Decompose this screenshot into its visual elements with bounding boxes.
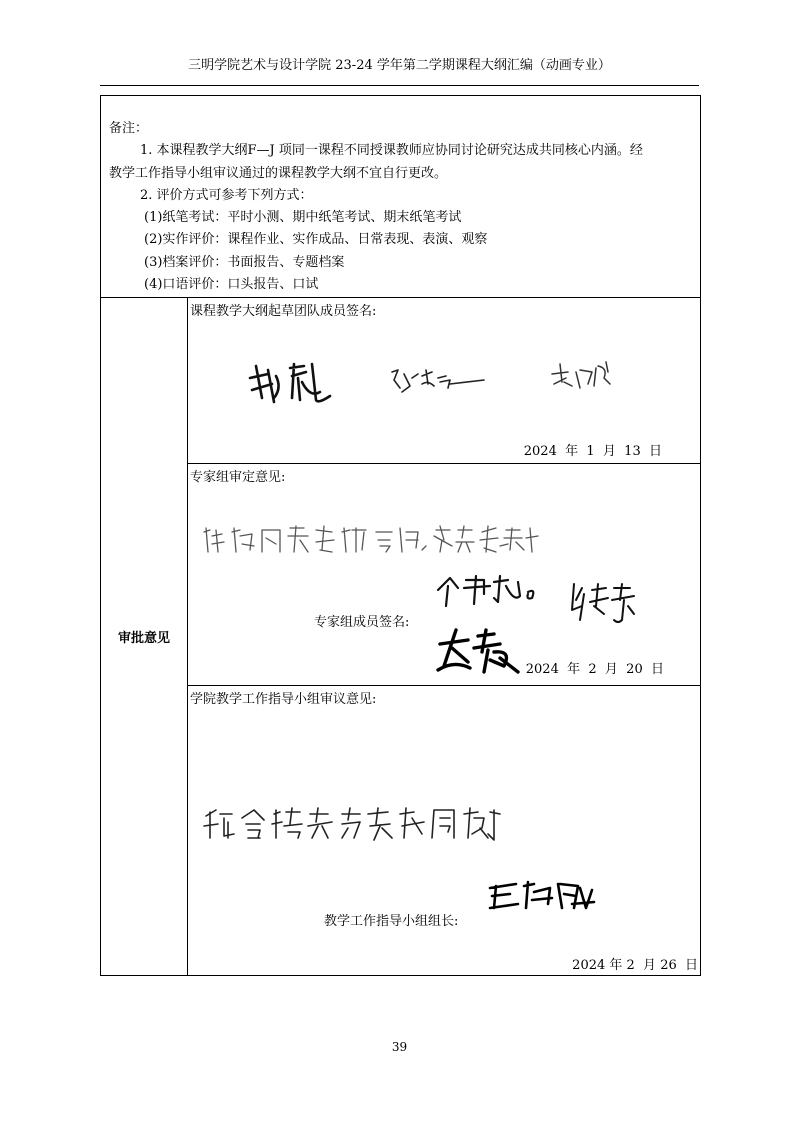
expert-review-date: 2024 年 2 月 20 日 (525, 662, 664, 677)
assessment-method: (1)纸笔考试：平时小测、期中纸笔考试、期末纸笔考试 (144, 210, 462, 226)
expert-review-title: 专家组审定意见: (190, 470, 286, 485)
drafting-team-cell (188, 298, 701, 464)
committee-leader-label: 教学工作指导小组组长: (324, 914, 459, 929)
drafting-team-title: 课程教学大纲起草团队成员签名: (190, 304, 377, 319)
committee-review-cell (188, 686, 701, 976)
assessment-method: (2)实作评价：课程作业、实作成品、日常表现、表演、观察 (144, 232, 488, 248)
committee-review-date: 2024 年 2 月 26 日 (572, 958, 698, 973)
committee-review-title: 学院教学工作指导小组审议意见: (190, 692, 377, 707)
note-item-1-line-2: 教学工作指导小组审议通过的课程教学大纲不宜自行更改。 (109, 165, 448, 181)
header-divider (100, 85, 699, 86)
notes-heading: 备注： (109, 121, 149, 136)
notes-cell (101, 96, 701, 298)
expert-signature-3 (434, 626, 524, 680)
page-number: 39 (391, 1040, 408, 1054)
drafting-signature-2 (388, 366, 488, 400)
expert-members-label: 专家组成员签名: (314, 615, 410, 630)
expert-signature-2 (568, 580, 648, 634)
drafting-date: 2024 年 1 月 13 日 (523, 444, 662, 459)
document-header: 三明学院艺术与设计学院 23-24 学年第二学期课程大纲汇编（动画专业） (188, 58, 611, 73)
approval-label: 审批意见 (101, 298, 188, 976)
assessment-method: (4)口语评价：口头报告、口试 (144, 277, 319, 293)
note-item-1-line-1: 1. 本课程教学大纲F—J 项同一课程不同授课教师应协同讨论研究达成共同核心内涵。经 (140, 143, 643, 159)
note-item-2: 2. 评价方式可参考下列方式： (140, 187, 313, 203)
expert-review-cell (188, 464, 701, 686)
drafting-signature-1 (246, 358, 336, 412)
assessment-method: (3)档案评价：书面报告、专题档案 (144, 254, 345, 270)
committee-opinion-handwriting (202, 804, 502, 848)
committee-leader-signature (486, 878, 596, 922)
approval-table (100, 95, 701, 976)
expert-signature-1 (434, 572, 544, 612)
drafting-signature-3 (550, 360, 620, 396)
expert-opinion-handwriting (200, 522, 540, 562)
